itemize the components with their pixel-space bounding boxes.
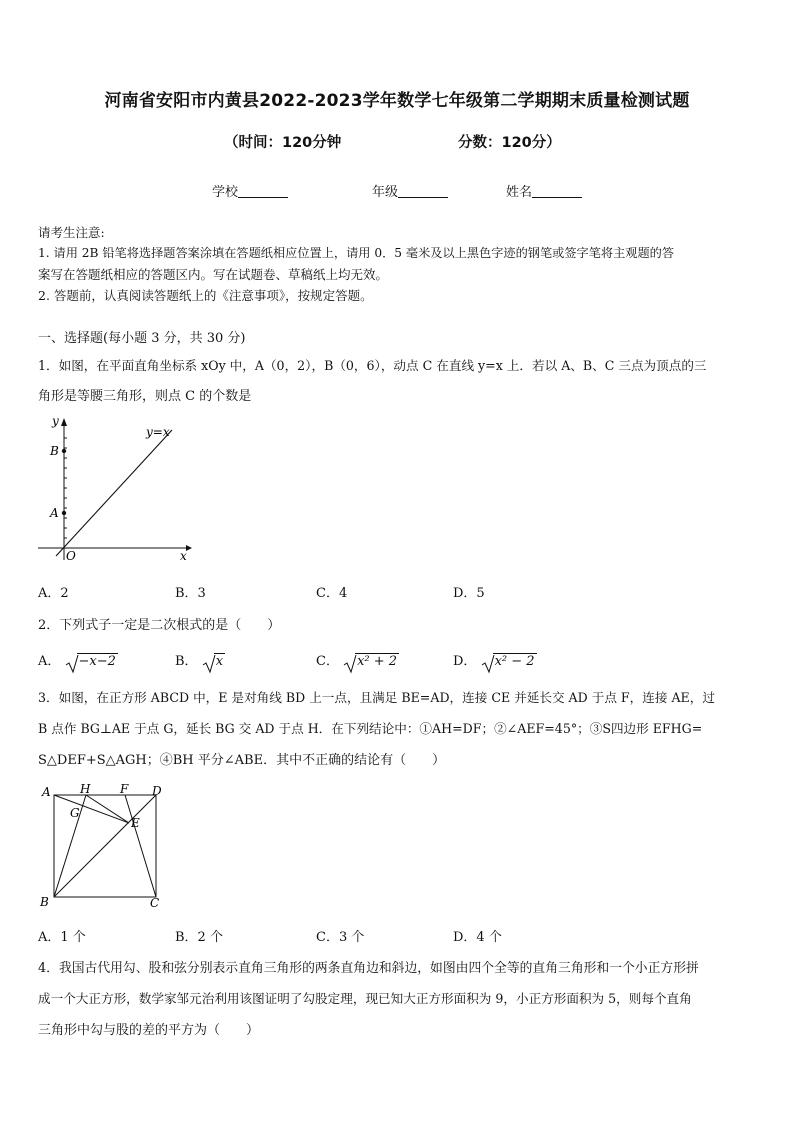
origin-label: O bbox=[66, 549, 76, 563]
q1-option-b[interactable]: B．3 bbox=[175, 586, 206, 601]
q2-option-c-radicand: x² + 2 bbox=[357, 654, 398, 669]
q2-option-b[interactable] bbox=[175, 650, 225, 669]
vertex-b-label: B bbox=[40, 895, 49, 909]
name-field bbox=[506, 181, 582, 200]
exam-score: 分数：120分） bbox=[458, 135, 561, 151]
q2-option-a-label: A． bbox=[38, 654, 61, 669]
school-field bbox=[212, 181, 288, 200]
q3-line-1: 3．如图，在正方形 ABCD 中，E 是对角线 BD 上一点，且满足 BE=AD，连接 CE 并延长交 AD 于点 F，连接 AE，过 bbox=[38, 690, 715, 705]
school-blank bbox=[238, 185, 288, 198]
vertex-a-label: A bbox=[42, 785, 51, 799]
notice-line-1a: 1. 请用 2B 铅笔将选择题答案涂填在答题纸相应位置上，请用 0．5 毫米及以上黑色字迹的钢笔或签字笔将主观题的答 bbox=[38, 246, 675, 260]
grade-label: 年级 bbox=[372, 185, 399, 200]
q1-option-c[interactable]: C．4 bbox=[316, 586, 348, 601]
q3-option-d[interactable]: D．4 个 bbox=[453, 930, 502, 945]
line-label: y=x bbox=[146, 425, 170, 439]
q2-option-a-radicand: −x−2 bbox=[78, 654, 116, 669]
segment-ae bbox=[54, 795, 129, 823]
point-e-label: E bbox=[131, 816, 140, 830]
q2-option-a[interactable] bbox=[38, 650, 118, 669]
name-label: 姓名 bbox=[506, 185, 533, 200]
q4-line-3: 三角形中勾与股的差的平方为（ ） bbox=[38, 1023, 260, 1038]
exam-time: （时间：120分钟 bbox=[224, 135, 342, 151]
q2-option-d-label: D． bbox=[453, 654, 477, 669]
q2-option-c-label: C． bbox=[316, 654, 339, 669]
y-axis-label: y bbox=[52, 414, 59, 428]
section-heading: 一、选择题(每小题 3 分，共 30 分) bbox=[38, 331, 246, 346]
point-b-label: B bbox=[50, 444, 59, 458]
sqrt-symbol bbox=[65, 654, 118, 669]
q4-line-1: 4．我国古代用勾、股和弦分别表示直角三角形的两条直角边和斜边，如图由四个全等的直角三角形和一个小正方形拼 bbox=[38, 961, 699, 976]
x-axis-label: x bbox=[180, 549, 187, 563]
line-y-equals-x bbox=[56, 430, 172, 556]
grade-field bbox=[372, 181, 448, 200]
vertex-d-label: D bbox=[152, 784, 162, 798]
sqrt-symbol bbox=[481, 654, 537, 669]
point-g-label: G bbox=[70, 806, 80, 820]
q1-option-a[interactable]: A．2 bbox=[38, 586, 69, 601]
q2-option-b-radicand: x bbox=[215, 654, 224, 669]
grade-blank bbox=[398, 185, 448, 198]
sqrt-symbol bbox=[202, 654, 225, 669]
name-blank bbox=[532, 185, 582, 198]
q4-line-2: 成一个大正方形，数学家邹元治利用该图证明了勾股定理，现已知大正方形面积为 9，小正方形面积为 5，则每个直角 bbox=[38, 991, 692, 1006]
q2-stem: 2．下列式子一定是二次根式的是（ ） bbox=[38, 618, 281, 633]
notice-line-1b: 案写在答题纸相应的答题区内。写在试题卷、草稿纸上均无效。 bbox=[38, 267, 389, 282]
q3-option-a[interactable]: A．1 个 bbox=[38, 930, 86, 945]
q3-option-b[interactable]: B．2 个 bbox=[175, 930, 223, 945]
x-axis-arrow bbox=[186, 545, 192, 551]
q3-line-2: B 点作 BG⊥AE 于点 G，延长 BG 交 AD 于点 H．在下列结论中：①AH=DF；②∠AEF=45°；③S四边形 EFHG= bbox=[38, 721, 703, 736]
q1-line-2: 角形是等腰三角形，则点 C 的个数是 bbox=[38, 389, 252, 404]
q2-option-c[interactable] bbox=[316, 650, 399, 669]
vertex-c-label: C bbox=[150, 896, 160, 910]
notice-line-2: 2. 答题前，认真阅读答题纸上的《注意事项》，按规定答题。 bbox=[38, 288, 373, 303]
sqrt-symbol bbox=[343, 654, 399, 669]
notice-heading: 请考生注意: bbox=[38, 225, 105, 240]
q3-option-c[interactable]: C．3 个 bbox=[316, 930, 365, 945]
point-b bbox=[62, 449, 66, 453]
point-h-label: H bbox=[80, 782, 91, 796]
q2-option-d-radicand: x² − 2 bbox=[494, 654, 535, 669]
point-f-label: F bbox=[120, 782, 129, 796]
q1-option-d[interactable]: D．5 bbox=[453, 586, 485, 601]
q3-figure bbox=[36, 780, 168, 912]
q2-option-b-label: B． bbox=[175, 654, 198, 669]
point-a-label: A bbox=[50, 506, 59, 520]
q3-line-3: S△DEF+S△AGH；④BH 平分∠ABE．其中不正确的结论有（ ） bbox=[38, 753, 446, 768]
q1-figure bbox=[34, 414, 194, 564]
page-title: 河南省安阳市内黄县2022-2023学年数学七年级第二学期期末质量检测试题 bbox=[104, 91, 690, 111]
q1-line-1: 1．如图，在平面直角坐标系 xOy 中，A（0，2），B（0，6），动点 C 在直线 y=x 上．若以 A、B、C 三点为顶点的三 bbox=[38, 358, 707, 373]
school-label: 学校 bbox=[212, 185, 239, 200]
point-a bbox=[62, 511, 66, 515]
q2-option-d[interactable] bbox=[453, 650, 537, 669]
y-axis-arrow bbox=[61, 418, 67, 426]
